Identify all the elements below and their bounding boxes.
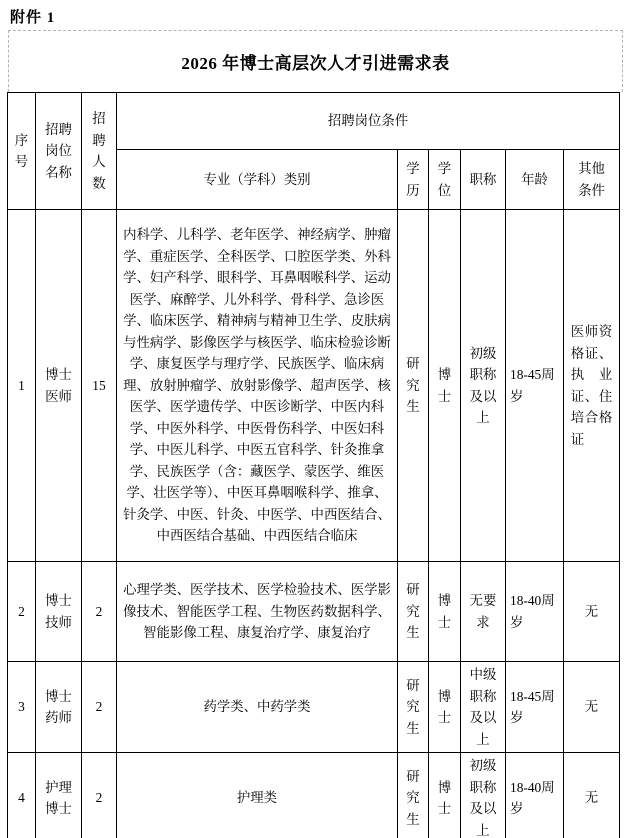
cell-major: 心理学类、医学技术、医学检验技术、医学影像技术、智能医学工程、生物医药数据科学、智能影像工程、康复治疗学、康复治疗	[117, 562, 398, 662]
cell-age-text: 18-45周岁	[510, 367, 555, 404]
col-header-count-label: 招聘人数	[92, 111, 106, 191]
table-row	[8, 210, 620, 562]
cell-major: 内科学、儿科学、老年医学、神经病学、肿瘤学、重症医学、全科医学、口腔医学类、外科学、妇产科学、眼科学、耳鼻咽喉科学、运动医学、麻醉学、儿外科学、骨科学、急诊医学、临床医学、精神病与精神卫生学、皮肤病与性病学、影像医学与核医学、临床检验诊断学、康复医学与理疗学、民族医学、临床病理、放射肿瘤学、放射影像学、超声医学、核医学、医学遗传学、中医诊断学、中医内科学、中医外科学、中医骨伤科学、中医妇科学、中医儿科学、中医五官科学、针灸推拿学、民族医学（含：藏医学、蒙医学、维医学、壮医学等）、中医耳鼻咽喉科学、推拿、针灸学、中医、针灸、中医学、中西医结合、中西医结合基础、中西医结合临床	[117, 210, 398, 562]
cell-title	[461, 662, 506, 753]
cell-education-text: 研究生	[406, 677, 420, 736]
cell-other	[564, 210, 620, 562]
cell-age	[506, 662, 564, 753]
col-header-other-label: 其他条件	[578, 161, 605, 198]
document-title: 2026 年博士高层次人才引进需求表	[181, 54, 450, 73]
col-header-degree	[429, 150, 461, 210]
cell-position	[36, 562, 82, 662]
cell-age-text: 18-40周岁	[510, 779, 555, 816]
cell-degree	[429, 753, 461, 838]
cell-seq: 1	[8, 210, 36, 562]
cell-age	[506, 753, 564, 838]
cell-degree-text: 博士	[437, 593, 452, 630]
cell-degree	[429, 210, 461, 562]
cell-education-text: 研究生	[406, 582, 420, 641]
col-header-seq-label: 序号	[14, 132, 29, 169]
cell-other: 无	[564, 662, 620, 753]
col-header-age: 年龄	[506, 150, 564, 210]
cell-major: 药学类、中药学类	[117, 662, 398, 753]
cell-degree	[429, 662, 461, 753]
cell-education-text: 研究生	[406, 356, 420, 415]
cell-other-text: 医师资格证、执业证、住培合格证	[570, 324, 613, 447]
cell-count: 15	[82, 210, 117, 562]
cell-seq: 3	[8, 662, 36, 753]
col-header-title-label: 职称	[469, 171, 497, 187]
col-header-other	[564, 150, 620, 210]
col-header-education	[398, 150, 429, 210]
cell-position-text: 博士技师	[45, 593, 72, 630]
col-header-title	[461, 150, 506, 210]
cell-education	[398, 562, 429, 662]
table-row	[8, 562, 620, 662]
cell-education	[398, 210, 429, 562]
cell-position	[36, 210, 82, 562]
table-row	[8, 662, 620, 753]
col-header-seq	[8, 93, 36, 210]
cell-education	[398, 753, 429, 838]
col-header-count	[82, 93, 117, 210]
attachment-label: 附件 1	[10, 10, 56, 26]
cell-major: 护理类	[117, 753, 398, 838]
cell-degree-text: 博士	[437, 367, 452, 404]
cell-count: 2	[82, 753, 117, 838]
cell-other: 无	[564, 562, 620, 662]
recruitment-table	[7, 92, 620, 838]
cell-age	[506, 562, 564, 662]
cell-age-text: 18-40周岁	[510, 593, 555, 630]
cell-title-text: 中级职称及以上	[469, 667, 497, 747]
cell-education-text: 研究生	[406, 768, 420, 827]
col-header-degree-label: 学位	[437, 161, 452, 198]
cell-count: 2	[82, 662, 117, 753]
col-header-position	[36, 93, 82, 210]
title-frame	[8, 30, 623, 92]
cell-seq: 4	[8, 753, 36, 838]
cell-position-text: 护理博士	[45, 779, 72, 816]
cell-degree-text: 博士	[437, 779, 452, 816]
cell-title-text: 无要求	[469, 593, 497, 630]
cell-education	[398, 662, 429, 753]
cell-title-text: 初级职称及以上	[469, 758, 497, 838]
cell-count: 2	[82, 562, 117, 662]
cell-title	[461, 210, 506, 562]
cell-position-text: 博士医师	[45, 367, 72, 404]
cell-position-text: 博士药师	[45, 688, 72, 725]
col-header-major: 专业（学科）类别	[117, 150, 398, 210]
table-row	[8, 753, 620, 838]
cell-title-text: 初级职称及以上	[469, 345, 497, 425]
col-header-position-label: 招聘岗位名称	[45, 121, 72, 180]
cell-title	[461, 562, 506, 662]
cell-seq: 2	[8, 562, 36, 662]
cell-title	[461, 753, 506, 838]
cell-degree-text: 博士	[437, 688, 452, 725]
cell-position	[36, 662, 82, 753]
cell-age	[506, 210, 564, 562]
cell-other: 无	[564, 753, 620, 838]
cell-age-text: 18-45周岁	[510, 688, 555, 725]
col-header-conditions-group: 招聘岗位条件	[117, 93, 620, 150]
cell-position	[36, 753, 82, 838]
col-header-education-label: 学历	[406, 161, 420, 198]
cell-degree	[429, 562, 461, 662]
